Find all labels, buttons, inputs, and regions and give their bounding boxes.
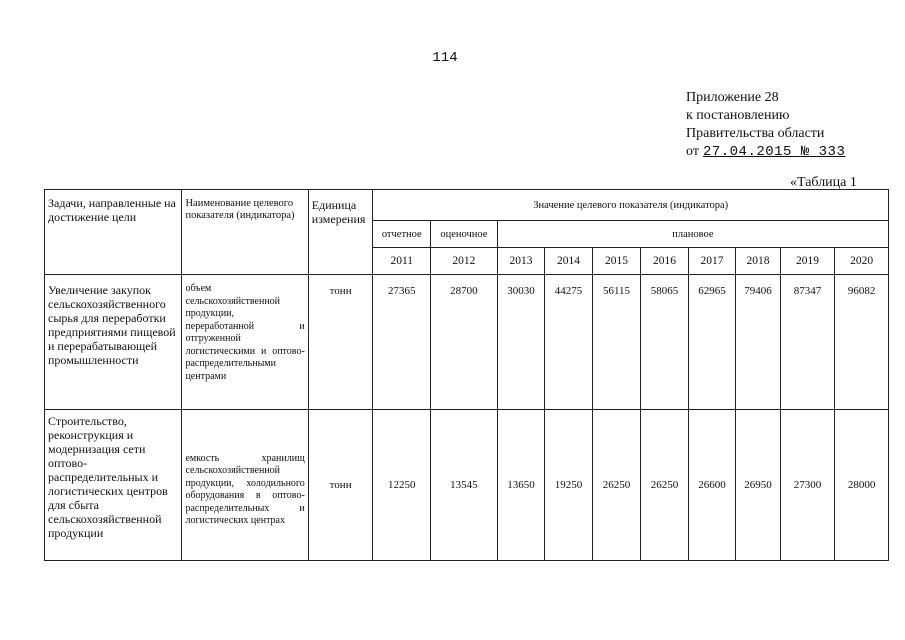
table-row <box>45 275 889 410</box>
header-value-group: Значение целевого показателя (индикатора) <box>373 190 889 221</box>
indicator-cell: емкость хранилищ сельскохозяйственной продукции, холодильного оборудования в оптово-распределительных и логистических центрах <box>182 410 308 561</box>
header-task: Задачи, направленные на достижение цели <box>45 190 182 275</box>
value-cell: 62965 <box>688 275 736 410</box>
header-year: 2015 <box>592 248 641 275</box>
task-cell: Увеличение закупок сельскохозяйственного сырья для переработки предприятиями пищевой и перерабатывающей промышленности <box>45 275 182 410</box>
value-cell: 58065 <box>641 275 689 410</box>
header-planned: плановое <box>497 221 888 248</box>
approval-line-resolution: к постановлению <box>686 108 790 123</box>
header-year: 2019 <box>780 248 835 275</box>
header-year: 2018 <box>736 248 780 275</box>
value-cell: 28700 <box>431 275 498 410</box>
approval-date-row <box>686 143 845 161</box>
page-number: 114 <box>432 50 458 66</box>
indicators-table <box>44 189 889 561</box>
header-estimated: оценочное <box>431 221 498 248</box>
header-year: 2020 <box>835 248 889 275</box>
indicator-cell: объем сельскохозяйственной продукции, переработанной и отгруженной логистическими и оптово-распределительными центрами <box>182 275 308 410</box>
approval-line-government: Правительства области <box>686 126 825 141</box>
table-row <box>45 410 889 561</box>
value-cell: 13650 <box>497 410 545 561</box>
value-cell: 30030 <box>497 275 545 410</box>
value-cell: 96082 <box>835 275 889 410</box>
value-cell: 87347 <box>780 275 835 410</box>
approval-date-prefix: от <box>686 144 699 159</box>
header-year: 2013 <box>497 248 545 275</box>
header-year: 2016 <box>641 248 689 275</box>
value-cell: 26600 <box>688 410 736 561</box>
table-caption: «Таблица 1 <box>790 175 857 190</box>
value-cell: 56115 <box>592 275 641 410</box>
header-reported: отчетное <box>373 221 431 248</box>
value-cell: 44275 <box>545 275 593 410</box>
value-cell: 26950 <box>736 410 780 561</box>
approval-block <box>686 89 845 161</box>
task-cell: Строительство, реконструкция и модернизация сети оптово-распределительных и логистических центров для сбыта сельскохозяйственной продукции <box>45 410 182 561</box>
approval-date-stamp: 27.04.2015 № 333 <box>702 144 846 160</box>
unit-cell: тонн <box>308 410 373 561</box>
header-year: 2017 <box>688 248 736 275</box>
value-cell: 27300 <box>780 410 835 561</box>
header-year: 2014 <box>545 248 593 275</box>
header-year: 2011 <box>373 248 431 275</box>
value-cell: 12250 <box>373 410 431 561</box>
value-cell: 13545 <box>431 410 498 561</box>
value-cell: 26250 <box>641 410 689 561</box>
approval-line-appendix: Приложение 28 <box>686 90 779 105</box>
value-cell: 28000 <box>835 410 889 561</box>
header-unit: Единица измерения <box>308 190 373 275</box>
value-cell: 26250 <box>592 410 641 561</box>
value-cell: 19250 <box>545 410 593 561</box>
header-indicator-name: Наименование целевого показателя (индикатора) <box>182 190 308 275</box>
value-cell: 79406 <box>736 275 780 410</box>
unit-cell: тонн <box>308 275 373 410</box>
value-cell: 27365 <box>373 275 431 410</box>
header-year: 2012 <box>431 248 498 275</box>
